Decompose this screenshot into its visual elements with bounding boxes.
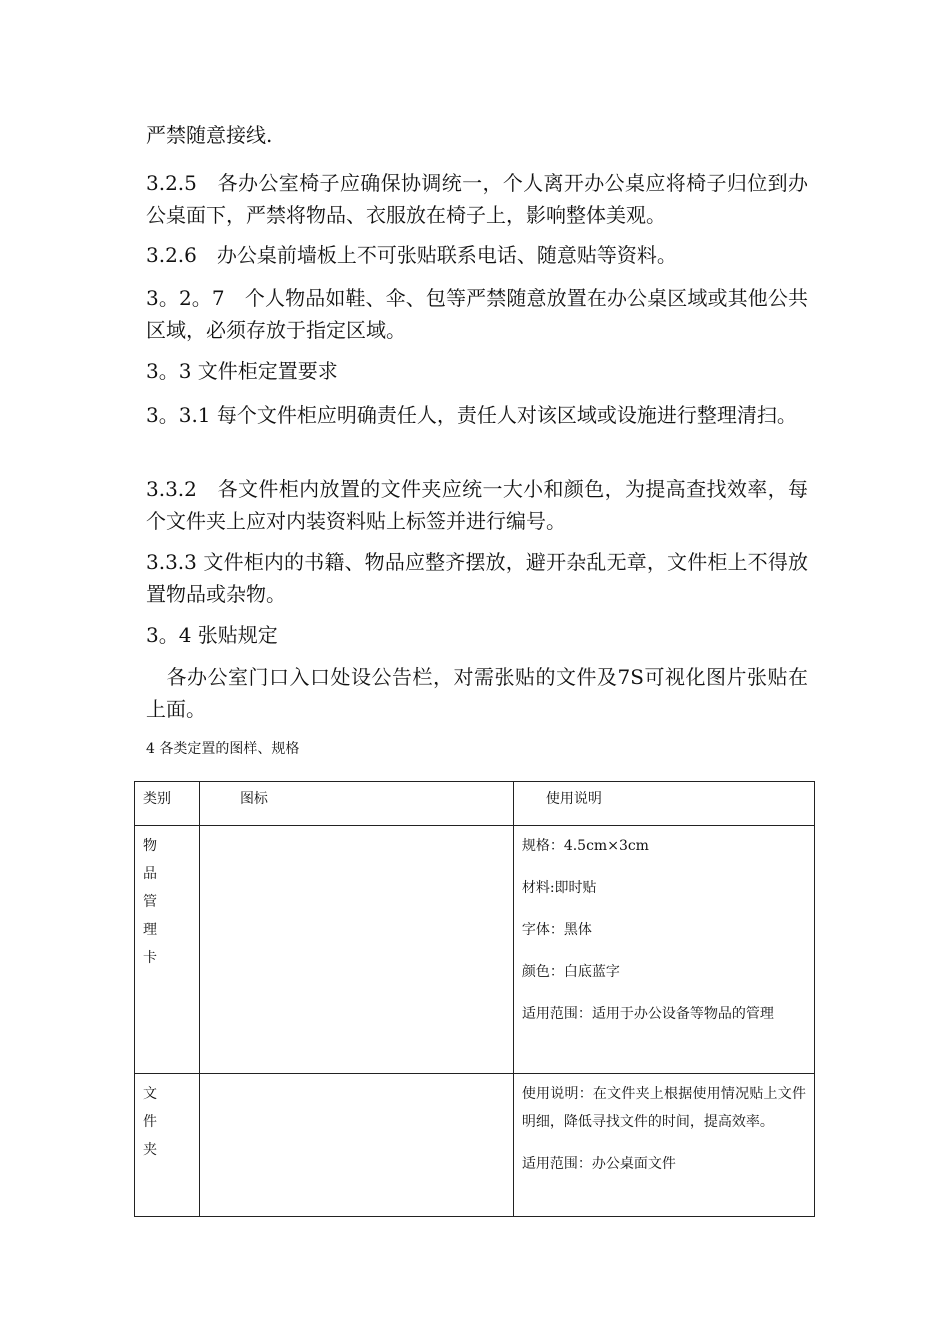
paragraph-3-2-6: 3.2.6 办公桌前墙板上不可张贴联系电话、随意贴等资料。	[146, 243, 677, 267]
section-heading-4: 4 各类定置的图样、规格	[146, 741, 300, 757]
table-row	[135, 826, 815, 1074]
paragraph-posting-rule: 各办公室门口入口处设公告栏，对需张贴的文件及7S可视化图片张贴在上面。	[146, 665, 808, 721]
header-cell-usage	[513, 782, 814, 826]
icon-cell	[199, 826, 513, 1074]
usage-line: 适用范围：适用于办公设备等物品的管理	[521, 1006, 774, 1022]
paragraph-3-3-3: 3.3.3 文件柜内的书籍、物品应整齐摆放，避开杂乱无章，文件柜上不得放置物品或杂物。	[146, 550, 808, 606]
header-category: 类别	[143, 791, 171, 807]
header-cell-icon	[199, 782, 513, 826]
category-cell: 文件夹	[135, 1074, 200, 1217]
usage-cell	[513, 826, 814, 1074]
usage-line: 颜色：白底蓝字	[521, 964, 620, 980]
paragraph-3-2-5: 3.2.5 各办公室椅子应确保协调统一，个人离开办公桌应将椅子归位到办公桌面下，严禁将物品、衣服放在椅子上，影响整体美观。	[146, 171, 808, 227]
usage-line: 字体：黑体	[521, 922, 592, 938]
header-usage: 使用说明	[545, 791, 602, 807]
table-row	[135, 1074, 815, 1217]
usage-line: 使用说明：在文件夹上根据使用情况贴上文件明细，降低寻找文件的时间，提高效率。	[521, 1086, 806, 1130]
heading-3-3: 3。3 文件柜定置要求	[146, 359, 338, 383]
spec-table	[134, 781, 815, 1217]
header-icon: 图标	[239, 791, 268, 807]
usage-cell	[513, 1074, 814, 1217]
category-cell: 物品管理卡	[135, 826, 200, 1074]
usage-line: 材料:即时贴	[521, 880, 597, 896]
icon-cell	[199, 1074, 513, 1217]
heading-3-4: 3。4 张贴规定	[146, 623, 278, 647]
usage-line: 适用范围：办公桌面文件	[521, 1156, 676, 1172]
paragraph-3-2-7: 3。2。7 个人物品如鞋、伞、包等严禁随意放置在办公桌区域或其他公共区域，必须存放于指定区域。	[146, 286, 808, 342]
usage-line: 规格：4.5cm×3cm	[521, 838, 649, 854]
header-cell-category	[135, 782, 200, 826]
paragraph-3-3-2: 3.3.2 各文件柜内放置的文件夹应统一大小和颜色，为提高查找效率，每个文件夹上应对内装资料贴上标签并进行编号。	[146, 477, 808, 533]
paragraph-wiring: 严禁随意接线.	[146, 123, 273, 147]
paragraph-3-3-1: 3。3.1 每个文件柜应明确责任人，责任人对该区域或设施进行整理清扫。	[146, 403, 797, 427]
table-header-row	[135, 782, 815, 826]
